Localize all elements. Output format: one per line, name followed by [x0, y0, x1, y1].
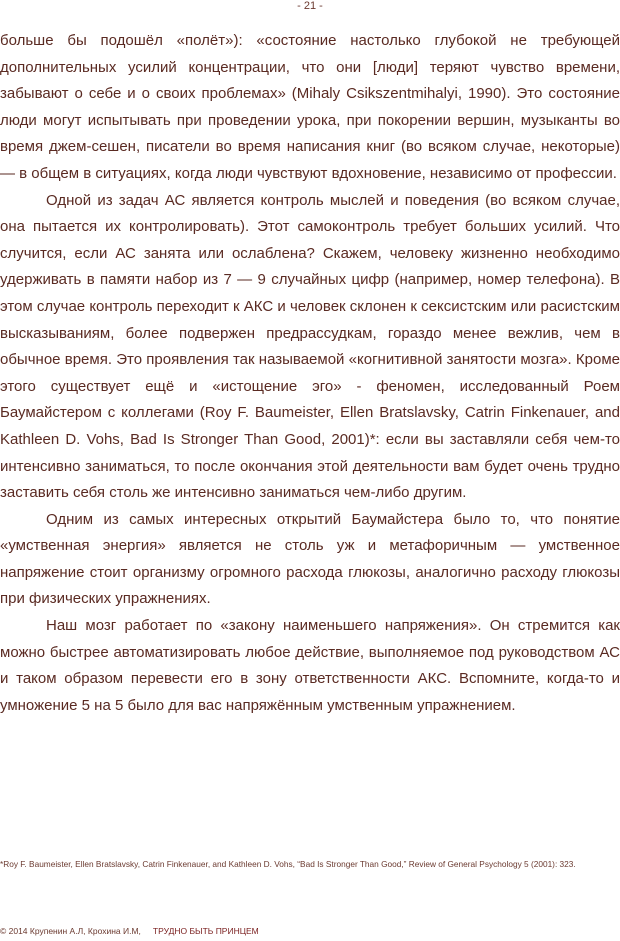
- page-footer: [0, 926, 620, 936]
- paragraph: больше бы подошёл «полёт»): «состояние настолько глубокой не требующей дополнительных усилий концентрации, что они [люди] теряют чувство времени, забывают о себе и о своих проблемах» (Mihaly Csikszentmihalyi, 1990). Это состояние люди могут испытывать при проведении урока, при покорении вершин, музыканты во время джем-сешен, писатели во время написания книг (во всяком случае, некоторые) — в общем в ситуациях, когда люди чувствуют вдохновение, независимо от профессии.: [0, 32, 620, 182]
- footnote: *Roy F. Baumeister, Ellen Bratslavsky, Catrin Finkenauer, and Kathleen D. Vohs, “Bad Is Stronger Than Good,” Review of General Psychology 5 (2001): 323.: [0, 859, 576, 869]
- paragraph: Одной из задач АС является контроль мыслей и поведения (во всяком случае, она пытается их контролировать). Этот самоконтроль требует больших усилий. Что случится, если АС занята или ослаблена? Скажем, человеку жизненно необходимо удерживать в памяти набор из 7 — 9 случайных цифр (например, номер телефона). В этом случае контроль переходит к АКС и человек склонен к сексистским или расистским высказываниям, более подвержен предрассудкам, гораздо менее вежлив, чем в обычное время. Это проявления так называемой «когнитивной занятости мозга». Кроме этого существует ещё и «истощение эго» - феномен, исследованный Роем Баумайстером с коллегами (Roy F. Baumeister, Ellen Bratslavsky, Catrin Finkenauer, and Kathleen D. Vohs, Bad Is Stronger Than Good, 2001)*: если вы заставляли себя чем-то интенсивно заниматься, то после окончания этой деятельности вам будет очень трудно заставить себя столь же интенсивно заниматься чем-либо другим.: [0, 191, 620, 502]
- book-title: ТРУДНО БЫТЬ ПРИНЦЕМ: [152, 926, 259, 936]
- body-text: [0, 28, 620, 719]
- page-number: - 21 -: [297, 0, 323, 12]
- paragraph: Наш мозг работает по «закону наименьшего напряжения». Он стремится как можно быстрее автоматизировать любое действие, выполняемое под руководством АС и таком образом перевести его в зону ответственности АКС. Вспомните, когда-то и умножение 5 на 5 было для вас напряжённым умственным упражнением.: [0, 617, 620, 714]
- paragraph: Одним из самых интересных открытий Баумайстера было то, что понятие «умственная энергия» является не столь уж и метафоричным — умственное напряжение стоит организму огромного расхода глюкозы, аналогично расходу глюкозы при физических упражнениях.: [0, 510, 620, 608]
- copyright: © 2014 Крупенин А.Л, Крохина И.М,: [0, 926, 141, 936]
